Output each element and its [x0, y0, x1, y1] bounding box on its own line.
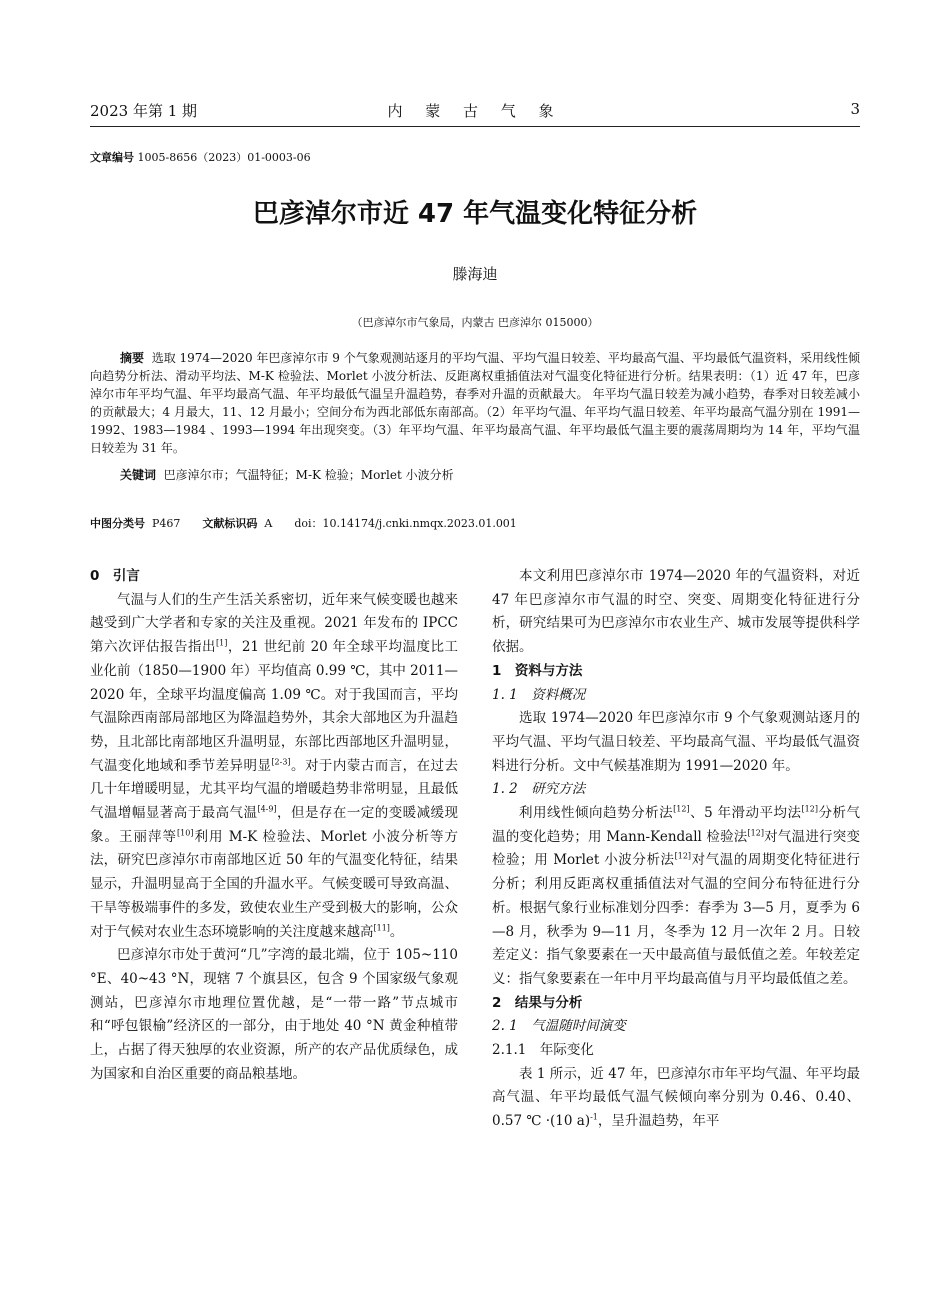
paper-title: 巴彦淖尔市近 47 年气温变化特征分析	[252, 199, 698, 229]
text-run: ，21 世纪前 20 年全球平均温度比工业化前（1850—1900 年）平均值高 0.99 ℃，其中 2011—2020 年，全球平均温度偏高 1.09 ℃。对于我国而言，平均气温除西南部局部地区为降温趋势外，其余大部地区为升温趋势，且北部比南部地区升温明显，东部比西部地区升温明显，气温变化地域和季节差异明显	[90, 639, 459, 774]
citation: [12]	[674, 851, 692, 861]
exponent: -1	[590, 1112, 598, 1122]
clc-label: 中图分类号	[90, 517, 145, 530]
text-run: 对气温进行突变检验；用 Morlet 小波分析法	[492, 828, 861, 869]
page-number: 3	[850, 100, 860, 118]
abstract-text: 选取 1974—2020 年巴彦淖尔市 9 个气象观测站逐月的平均气温、平均气温日较差、平均最高气温、平均最低气温资料，采用线性倾向趋势分析法、滑动平均法、M-K 检验法、Morlet 小波分析法、反距离权重插值法对气温变化特征进行分析。结果表明：（1）近 47 年，巴彦淖尔市年平均气温、年平均最高气温、年平均最低气温呈升温趋势，春季对升温的贡献最大。 年平均气温日较差为减小趋势，春季对日较差减小的贡献最大；4 月最大，11、12 月最小；空间分布为西北部低东南部高。（2）年平均气温、年平均气温日较差、年平均最高气温分别在 1991—1992、1983—1984 、1993—1994 年出现突变。（3）年平均气温、年平均最高气温、年平均最低气温主要的震荡周期均为 14 年，平均气温日较差为 31 年。	[90, 351, 860, 455]
text-run: 。	[389, 923, 404, 940]
keywords-text: 巴彦淖尔市；气温特征；M-K 检验；Morlet 小波分析	[163, 468, 454, 482]
issue-label: 2023 年第 1 期	[90, 102, 198, 120]
article-number-value: 1005-8656（2023）01-0003-06	[137, 151, 311, 164]
text-run: 气温与人们的生产生活关系密切，近年来气候变暖也越来越受到广大学者和专家的关注及重视。2021 年发布的 IPCC 第六次评估报告指出	[90, 591, 458, 656]
citation: [12]	[747, 828, 764, 838]
keywords	[90, 466, 860, 483]
article-number	[90, 149, 311, 165]
doi-label: doi：	[294, 517, 323, 530]
text-run: 利用线性倾向趋势分析法	[519, 805, 674, 822]
doc-code-value: A	[264, 517, 273, 530]
citation: [11]	[373, 923, 390, 933]
doc-code-label: 文献标识码	[202, 517, 258, 530]
keywords-label: 关键词	[120, 468, 157, 482]
methods-paragraph	[492, 802, 860, 992]
doi-value: 10.14174/j.cnki.nmqx.2023.01.001	[322, 517, 517, 530]
citation: [4-9]	[257, 804, 277, 814]
clc-value: P467	[152, 517, 181, 530]
section-1-2-heading: 1. 2 研究方法	[492, 781, 586, 798]
journal-name: 内 蒙 古 气 象	[387, 102, 563, 120]
intro-paragraph-3: 本文利用巴彦淖尔市 1974—2020 年的气温资料，对近 47 年巴彦淖尔市气温的时空、突变、周期变化特征进行分析，研究结果可为巴彦淖尔市农业生产、城市发展等提供科学依据。	[492, 568, 860, 656]
text-run: 对气温的周期变化特征进行分析；利用反距离权重插值法对气温的空间分布特征进行分析。根据气象行业标准划分四季：春季为 3—5 月，夏季为 6—8 月，秋季为 9—11 月，冬季为 12 月一次年 2 月。日较差定义：指气象要素在一天中最高值与最低值之差。年较差定义：指气象要素在一年中月平均最高值与月平均最低值之差。	[492, 852, 861, 987]
classification-line	[90, 515, 517, 531]
text-run: ，呈升温趋势，年平	[597, 1113, 720, 1130]
section-2-heading: 2 结果与分析	[492, 994, 583, 1011]
section-1-heading: 1 资料与方法	[492, 662, 583, 679]
intro-paragraph-2: 巴彦淖尔市处于黄河“几”字湾的最北端，位于 105~110 °E、40~43 °N，现辖 7 个旗县区，包含 9 个国家级气象观测站，巴彦淖尔市地理位置优越，是“一带一路”节点城市和“呼包银榆”经济区的一部分，由于地处 40 °N 黄金种植带上，占据了得天独厚的农业资源，所产的农产品优质绿色，成为国家和自治区重要的商品粮基地。	[90, 947, 458, 1082]
data-paragraph: 选取 1974—2020 年巴彦淖尔市 9 个气象观测站逐月的平均气温、平均气温日较差、平均最高气温、平均最低气温资料进行分析。文中气候基准期为 1991—2020 年。	[492, 710, 860, 774]
intro-heading: 0 引言	[90, 568, 140, 584]
section-2-1-heading: 2. 1 气温随时间演变	[492, 1018, 626, 1035]
left-column	[90, 565, 458, 1086]
text-run: 分析气温的变化趋势；用 Mann-Kendall 检验法	[492, 805, 861, 845]
article-number-label: 文章编号	[90, 151, 134, 164]
citation: [10]	[177, 828, 194, 838]
section-2-1-1-heading: 2.1.1 年际变化	[492, 1042, 594, 1059]
results-paragraph	[492, 1063, 860, 1134]
text-run: 、5 年滑动平均法	[689, 805, 802, 822]
intro-paragraph-1	[90, 589, 458, 945]
citation: [2-3]	[271, 757, 291, 767]
right-column	[492, 565, 860, 1134]
text-run: 。对于内蒙古而言，在过去几十年增暖明显，尤其平均气温的增暖趋势非常明显，且最低气温增幅显著高于最高气温	[90, 757, 459, 822]
text-run: 利用 M-K 检验法、Morlet 小波分析等方法，研究巴彦淖尔市南部地区近 50 年的气温变化特征，结果显示，升温明显高于全国的升温水平。气候变暖可导致高温、干旱等极端事件的多发，致使农业生产受到极大的影响，公众对于气候对农业生态环境影响的关注度越来越高	[90, 828, 458, 940]
author: 滕海迪	[452, 265, 498, 283]
abstract-label: 摘要	[120, 351, 145, 365]
citation: [12]	[673, 804, 690, 814]
affiliation: （巴彦淖尔市气象局，内蒙古 巴彦淖尔 015000）	[351, 316, 599, 329]
running-header	[90, 98, 860, 127]
section-1-1-heading: 1. 1 资料概况	[492, 686, 586, 703]
citation: [12]	[801, 804, 818, 814]
text-run: 表 1 所示，近 47 年，巴彦淖尔市年平均气温、年平均最高气温、年平均最低气温气候倾向率分别为 0.46、0.40、0.57 ℃ ·(10 a)	[492, 1065, 860, 1130]
citation: [1]	[215, 638, 228, 648]
abstract	[90, 349, 860, 457]
text-run: ，但是存在一定的变暖减缓现象。王丽萍等	[90, 805, 459, 845]
